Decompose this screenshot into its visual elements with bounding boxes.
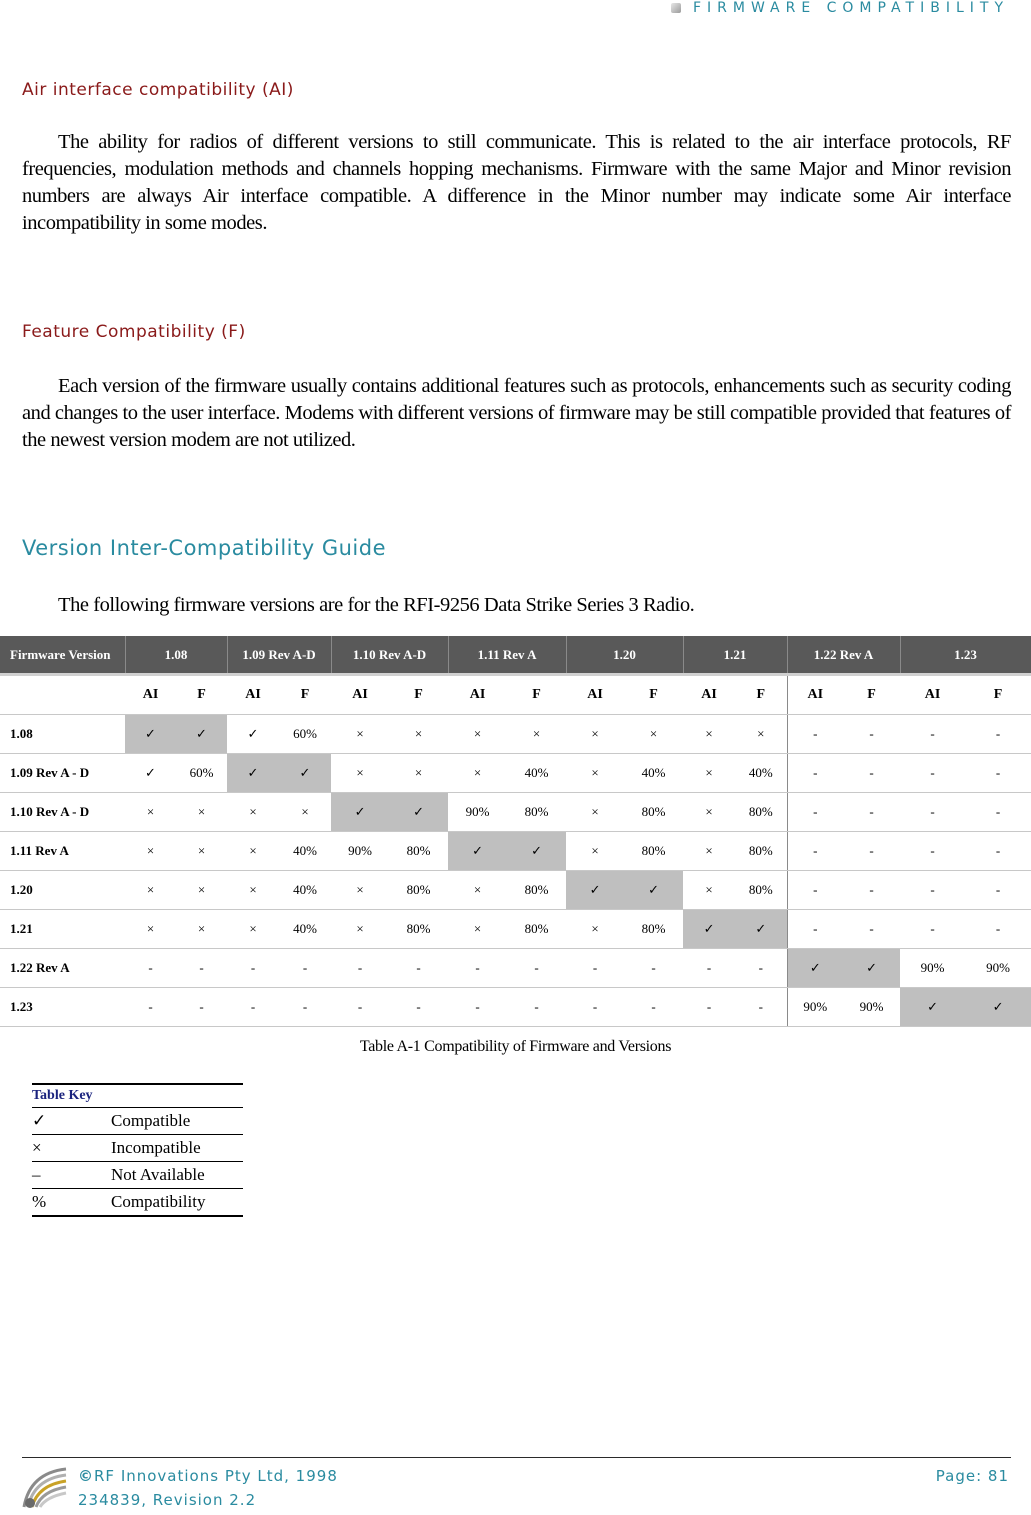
table-cell: - <box>331 949 389 988</box>
table-row <box>0 910 1031 949</box>
table-cell: - <box>787 793 843 832</box>
table-cell: - <box>125 988 176 1027</box>
table-cell: × <box>448 715 507 754</box>
table-cell: - <box>507 988 566 1027</box>
row-header: 1.21 <box>0 910 125 949</box>
table-row <box>0 949 1031 988</box>
table-cell: - <box>735 988 787 1027</box>
table-cell: - <box>683 949 735 988</box>
table-cell: 80% <box>507 871 566 910</box>
table-cell: × <box>279 793 331 832</box>
key-meaning: Incompatible <box>111 1138 201 1157</box>
table-cell: - <box>176 949 227 988</box>
column-subheader: AI <box>566 675 624 715</box>
table-cell: × <box>566 793 624 832</box>
table-cell: - <box>843 754 900 793</box>
table-cell: 80% <box>624 910 683 949</box>
table-cell: - <box>176 988 227 1027</box>
table-cell: - <box>735 949 787 988</box>
table-row <box>0 793 1031 832</box>
table-cell: ✓ <box>787 949 843 988</box>
table-cell: 60% <box>176 754 227 793</box>
row-header: 1.23 <box>0 988 125 1027</box>
table-cell: - <box>965 754 1031 793</box>
table-cell: 80% <box>735 832 787 871</box>
row-header: 1.08 <box>0 715 125 754</box>
version-header: 1.10 Rev A-D <box>331 636 448 675</box>
table-cell: ✓ <box>227 754 279 793</box>
copyright-symbol: © <box>78 1467 94 1485</box>
table-cell: × <box>176 871 227 910</box>
table-cell: 90% <box>448 793 507 832</box>
table-cell: ✓ <box>735 910 787 949</box>
table-cell: - <box>900 715 965 754</box>
table-cell: - <box>900 871 965 910</box>
running-title: FIRMWARE COMPATIBILITY <box>692 0 1009 16</box>
table-cell: - <box>624 949 683 988</box>
table-cell: - <box>787 754 843 793</box>
column-subheader: AI <box>125 675 176 715</box>
table-cell: ✓ <box>843 949 900 988</box>
footer-doc-ref: 234839, Revision 2.2 <box>78 1491 257 1509</box>
table-cell: × <box>566 910 624 949</box>
section-title-guide: Version Inter-Compatibility Guide <box>22 536 386 560</box>
table-cell: - <box>331 988 389 1027</box>
table-cell: 90% <box>965 949 1031 988</box>
row-header: 1.11 Rev A <box>0 832 125 871</box>
table-cell: × <box>227 871 279 910</box>
table-cell: - <box>787 871 843 910</box>
table-cell: - <box>900 754 965 793</box>
table-cell: × <box>683 715 735 754</box>
table-cell: 80% <box>389 910 448 949</box>
column-subheader-row <box>0 675 1031 715</box>
table-cell: - <box>389 949 448 988</box>
row-header: 1.09 Rev A - D <box>0 754 125 793</box>
header-bullet-icon <box>671 3 681 13</box>
table-cell: - <box>389 988 448 1027</box>
row-header: 1.10 Rev A - D <box>0 793 125 832</box>
table-cell: × <box>176 910 227 949</box>
table-cell: 80% <box>507 793 566 832</box>
table-cell: × <box>566 715 624 754</box>
table-cell: ✓ <box>624 871 683 910</box>
column-subheader: AI <box>787 675 843 715</box>
table-cell: × <box>448 871 507 910</box>
table-cell: 90% <box>331 832 389 871</box>
table-cell: - <box>787 910 843 949</box>
table-cell: - <box>448 949 507 988</box>
table-cell: ✓ <box>900 988 965 1027</box>
version-header: 1.21 <box>683 636 787 675</box>
section-title-ai: Air interface compatibility (AI) <box>22 80 294 100</box>
table-cell: × <box>227 793 279 832</box>
table-key-rows <box>32 1108 243 1215</box>
table-row <box>0 715 1031 754</box>
key-item <box>32 1162 243 1189</box>
table-cell: ✓ <box>965 988 1031 1027</box>
table-cell: - <box>448 988 507 1027</box>
table-cell: - <box>843 793 900 832</box>
table-cell: - <box>965 715 1031 754</box>
table-cell: 80% <box>507 910 566 949</box>
table-cell: - <box>624 988 683 1027</box>
table-cell: 40% <box>279 871 331 910</box>
table-cell: 90% <box>900 949 965 988</box>
table-cell: - <box>566 949 624 988</box>
table-cell: 60% <box>279 715 331 754</box>
version-header-row <box>0 636 1031 675</box>
column-subheader: F <box>624 675 683 715</box>
section-text-feature: Each version of the firmware usually contains additional features such as protocols, enhancements such as security coding and changes to the user interface. Modems with different versions of firmware may be still compatible provided that features of the newest version modem are not utilized. <box>22 375 1011 451</box>
table-cell: × <box>125 793 176 832</box>
table-cell: 40% <box>507 754 566 793</box>
section-text-guide: The following firmware versions are for the RFI-9256 Data Strike Series 3 Radio. <box>58 594 695 616</box>
section-title-feature: Feature Compatibility (F) <box>22 322 246 342</box>
table-cell: - <box>843 871 900 910</box>
table-cell: × <box>389 715 448 754</box>
table-cell: × <box>683 754 735 793</box>
table-cell: 90% <box>843 988 900 1027</box>
table-cell: 90% <box>787 988 843 1027</box>
table-cell: 40% <box>279 832 331 871</box>
footer-divider <box>22 1457 1011 1458</box>
column-subheader: F <box>735 675 787 715</box>
column-subheader: F <box>965 675 1031 715</box>
key-item <box>32 1135 243 1162</box>
table-cell: × <box>331 754 389 793</box>
key-item <box>32 1108 243 1135</box>
table-cell: - <box>787 715 843 754</box>
table-cell: × <box>448 910 507 949</box>
table-cell: 80% <box>624 832 683 871</box>
table-cell: × <box>448 754 507 793</box>
table-cell: 80% <box>624 793 683 832</box>
empty-cell <box>0 675 125 715</box>
table-cell: ✓ <box>566 871 624 910</box>
table-cell: ✓ <box>176 715 227 754</box>
table-cell: 80% <box>735 793 787 832</box>
table-cell: × <box>176 832 227 871</box>
table-cell: × <box>683 793 735 832</box>
column-subheader: F <box>279 675 331 715</box>
table-cell: × <box>176 793 227 832</box>
table-cell: 80% <box>389 871 448 910</box>
table-cell: - <box>900 793 965 832</box>
version-header: 1.23 <box>900 636 1031 675</box>
table-cell: 40% <box>735 754 787 793</box>
table-cell: × <box>566 754 624 793</box>
table-row <box>0 754 1031 793</box>
table-cell: ✓ <box>125 715 176 754</box>
table-cell: × <box>331 715 389 754</box>
table-cell: × <box>227 910 279 949</box>
table-cell: ✓ <box>125 754 176 793</box>
footer-page-number: Page: 81 <box>935 1467 1009 1485</box>
table-cell: - <box>900 910 965 949</box>
table-caption: Table A-1 Compatibility of Firmware and Versions <box>359 1038 672 1055</box>
table-cell: × <box>125 910 176 949</box>
table-cell: - <box>279 949 331 988</box>
footer-left <box>78 1464 338 1512</box>
row-header: 1.20 <box>0 871 125 910</box>
company-logo-icon <box>20 1463 72 1511</box>
table-row <box>0 988 1031 1027</box>
column-subheader: AI <box>331 675 389 715</box>
version-header: 1.22 Rev A <box>787 636 900 675</box>
corner-header: Firmware Version <box>0 636 125 675</box>
table-cell: × <box>227 832 279 871</box>
table-cell: ✓ <box>683 910 735 949</box>
column-subheader: AI <box>683 675 735 715</box>
table-cell: - <box>566 988 624 1027</box>
version-header: 1.11 Rev A <box>448 636 566 675</box>
table-cell: × <box>624 715 683 754</box>
table-cell: 40% <box>279 910 331 949</box>
table-cell: ✓ <box>448 832 507 871</box>
section-text-ai: The ability for radios of different versions to still communicate. This is related to the air interface protocols, RF frequencies, modulation methods and channels hopping mechanisms. Firmware with the same Major and Minor revision numbers are always Air interface compatible. A difference in the Minor number may indicate some Air interface incompatibility in some modes. <box>22 131 1011 234</box>
table-cell: - <box>279 988 331 1027</box>
version-header: 1.08 <box>125 636 227 675</box>
table-cell: - <box>843 715 900 754</box>
column-subheader: F <box>176 675 227 715</box>
footer-company: RF Innovations Pty Ltd, 1998 <box>94 1467 338 1485</box>
table-cell: × <box>331 910 389 949</box>
table-cell: - <box>843 832 900 871</box>
table-cell: 80% <box>735 871 787 910</box>
table-cell: × <box>125 871 176 910</box>
compatibility-table <box>0 636 1031 1027</box>
version-header: 1.20 <box>566 636 683 675</box>
table-cell: 40% <box>624 754 683 793</box>
table-cell: - <box>507 949 566 988</box>
column-subheader: F <box>843 675 900 715</box>
table-row <box>0 832 1031 871</box>
table-cell: - <box>900 832 965 871</box>
table-cell: ✓ <box>279 754 331 793</box>
table-cell: ✓ <box>331 793 389 832</box>
column-subheader: F <box>507 675 566 715</box>
table-key-title: Table Key <box>32 1085 243 1108</box>
table-cell: × <box>331 871 389 910</box>
table-cell: × <box>125 832 176 871</box>
key-meaning: Not Available <box>111 1165 205 1184</box>
table-cell: ✓ <box>507 832 566 871</box>
column-subheader: AI <box>448 675 507 715</box>
table-cell: - <box>965 793 1031 832</box>
table-cell: - <box>227 988 279 1027</box>
table-cell: × <box>389 754 448 793</box>
table-cell: - <box>965 832 1031 871</box>
key-symbol: – <box>32 1165 41 1184</box>
key-meaning: Compatible <box>111 1111 191 1130</box>
key-symbol: ✓ <box>32 1111 47 1130</box>
key-meaning: Compatibility <box>111 1192 206 1211</box>
table-cell: × <box>683 871 735 910</box>
table-cell: - <box>965 871 1031 910</box>
table-cell: - <box>125 949 176 988</box>
column-subheader: AI <box>900 675 965 715</box>
column-subheader: AI <box>227 675 279 715</box>
column-subheader: F <box>389 675 448 715</box>
key-symbol: % <box>32 1192 47 1211</box>
table-cell: × <box>507 715 566 754</box>
row-header: 1.22 Rev A <box>0 949 125 988</box>
table-key <box>32 1083 243 1217</box>
table-cell: - <box>965 910 1031 949</box>
table-body <box>0 675 1031 1027</box>
table-cell: × <box>735 715 787 754</box>
table-cell: - <box>787 832 843 871</box>
table-cell: ✓ <box>227 715 279 754</box>
version-header: 1.09 Rev A-D <box>227 636 331 675</box>
table-cell: - <box>227 949 279 988</box>
table-cell: × <box>683 832 735 871</box>
table-cell: - <box>683 988 735 1027</box>
key-item <box>32 1189 243 1215</box>
running-header <box>671 0 1009 16</box>
table-row <box>0 871 1031 910</box>
table-cell: × <box>566 832 624 871</box>
table-cell: - <box>843 910 900 949</box>
key-symbol: × <box>32 1138 42 1157</box>
table-cell: 80% <box>389 832 448 871</box>
table-cell: ✓ <box>389 793 448 832</box>
